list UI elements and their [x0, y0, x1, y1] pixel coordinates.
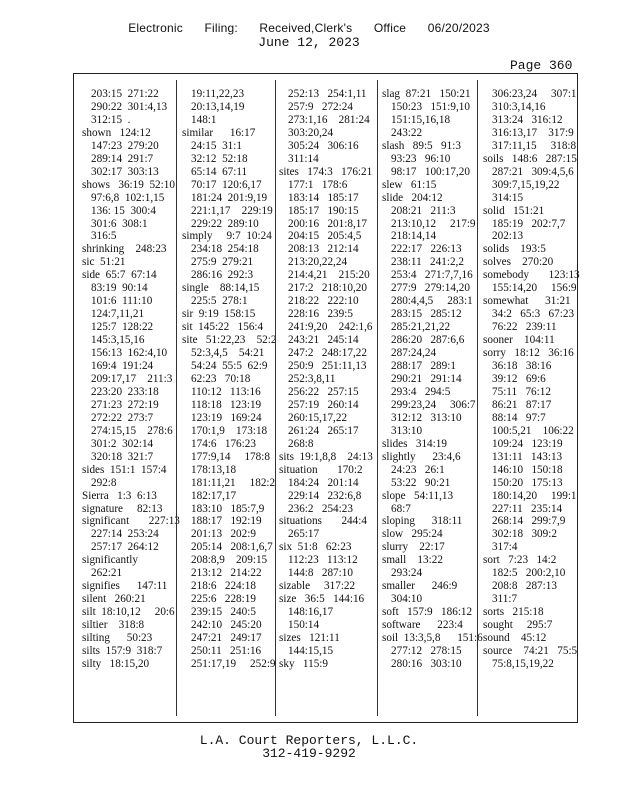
index-entry-line: source 74:21 75:5 — [483, 644, 578, 657]
index-locator-line: 182:17,17 — [191, 489, 237, 502]
index-locator-line: 252:3,8,11 — [288, 372, 336, 385]
index-locator-line: 241:9,20 242:1,6 — [288, 321, 373, 334]
index-entry-line: somebody 123:13 — [483, 269, 580, 282]
index-entry-line: slope 54:11,13 — [382, 489, 454, 502]
index-locator-line: 36:18 38:16 — [492, 360, 552, 373]
index-locator-line: 204:15 205:4,5 — [288, 230, 362, 243]
filing-part: Received,Clerk's — [259, 21, 353, 35]
index-entry-line: slew 61:15 — [382, 178, 437, 191]
index-locator-line: 214:4,21 215:20 — [288, 269, 370, 282]
index-entry-line: silting 50:23 — [82, 632, 153, 645]
index-entry-line: significant 227:13 — [82, 515, 180, 528]
index-locator-line: 243:22 — [391, 126, 423, 139]
index-locator-line: 306:23,24 307:1 — [492, 88, 577, 100]
index-locator-line: 287:24,24 — [391, 347, 437, 360]
index-locator-line: 257:19 260:14 — [288, 398, 359, 411]
index-locator-line: 208:8 287:13 — [492, 580, 557, 593]
index-locator-line: 314:15 — [492, 191, 524, 204]
index-locator-line: 286:20 287:6,6 — [391, 334, 465, 347]
column-divider — [377, 80, 378, 716]
index-entry-line: slurry 22:17 — [382, 541, 445, 554]
index-locator-line: 208:21 211:3 — [391, 204, 456, 217]
index-locator-line: 271:23 272:19 — [91, 398, 159, 411]
index-locator-line: 301:2 302:14 — [91, 437, 154, 450]
index-locator-line: 252:13 254:1,11 — [288, 88, 367, 100]
index-frame — [73, 73, 578, 723]
index-entry-line: siltier 318:8 — [82, 619, 145, 632]
filing-part: Filing: — [204, 21, 238, 35]
index-locator-line: 229:14 232:6,8 — [288, 489, 362, 502]
index-entry-line: sides 151:1 157:4 — [82, 463, 167, 476]
index-locator-line: 208:8,9 209:15 — [191, 554, 268, 567]
index-locator-line: 238:11 241:2,2 — [391, 256, 464, 269]
index-locator-line: 277:12 278:15 — [391, 644, 462, 657]
index-locator-line: 317:4 — [492, 541, 518, 554]
index-locator-line: 247:2 248:17,22 — [288, 347, 367, 360]
index-locator-line: 293:4 294:5 — [391, 385, 451, 398]
index-locator-line: 100:5,21 106:22 — [492, 424, 574, 437]
index-locator-line: 144:15,15 — [288, 644, 334, 657]
index-locator-line: 288:17 289:1 — [391, 360, 456, 373]
index-entry-line: sit 145:22 156:4 — [182, 321, 264, 334]
index-entry-line: sky 115:9 — [279, 657, 328, 670]
index-locator-line: 147:23 279:20 — [91, 139, 159, 152]
index-locator-line: 299:23,24 306:7 — [391, 398, 476, 411]
index-locator-line: 208:13 212:14 — [288, 243, 359, 256]
reporter-name: L.A. Court Reporters, L.L.C. — [199, 733, 419, 748]
index-entry-line: simply 9:7 10:24 — [182, 230, 272, 243]
index-column-2 — [182, 88, 276, 671]
index-locator-line: 75:11 76:12 — [492, 385, 551, 398]
index-locator-line: 313:10 — [391, 424, 423, 437]
index-locator-line: 247:21 249:17 — [191, 632, 262, 645]
index-locator-line: 311:14 — [288, 152, 319, 165]
index-locator-line: 185:19 202:7,7 — [492, 217, 566, 230]
index-locator-line: 118:18 123:19 — [191, 398, 262, 411]
index-locator-line: 218:6 224:18 — [191, 580, 256, 593]
index-entry-line: somewhat 31:21 — [483, 295, 571, 308]
index-locator-line: 302:18 309:2 — [492, 528, 557, 541]
index-locator-line: 110:12 113:16 — [191, 385, 261, 398]
index-locator-line: 169:4 191:24 — [91, 360, 154, 373]
index-locator-line: 239:15 240:5 — [191, 606, 256, 619]
index-locator-line: 200:16 201:8,17 — [288, 217, 367, 230]
index-locator-line: 146:10 150:18 — [492, 463, 563, 476]
index-entry-line: sic 51:21 — [82, 256, 126, 269]
index-locator-line: 86:21 87:17 — [492, 398, 552, 411]
index-entry-line: shown 124:12 — [82, 126, 151, 139]
index-locator-line: 20:13,14,19 — [191, 100, 245, 113]
index-locator-line: 250:11 251:16 — [191, 644, 262, 657]
index-locator-line: 148:16,17 — [288, 606, 334, 619]
index-locator-line: 242:10 245:20 — [191, 619, 262, 632]
index-locator-line: 309:7,15,19,22 — [492, 178, 560, 191]
index-locator-line: 221:1,17 229:19 — [191, 204, 273, 217]
index-locator-line: 257:17 264:12 — [91, 541, 159, 554]
index-locator-line: 243:21 245:14 — [288, 334, 359, 347]
index-locator-line: 181:24 201:9,19 — [191, 191, 268, 204]
index-locator-line: 188:17 192:19 — [191, 515, 262, 528]
index-locator-line: 253:4 271:7,7,16 — [391, 269, 473, 282]
index-locator-line: 88:14 97:7 — [492, 411, 546, 424]
index-locator-line: 310:3,14,16 — [492, 100, 546, 113]
filing-stamp — [0, 21, 618, 35]
index-locator-line: 68:7 — [391, 502, 411, 515]
index-entry-line: smaller 246:9 — [382, 580, 458, 593]
index-locator-line: 275:9 279:21 — [191, 256, 254, 269]
index-entry-line: shrinking 248:23 — [82, 243, 167, 256]
index-locator-line: 303:20,24 — [288, 126, 334, 139]
index-locator-line: 273:1,16 281:24 — [288, 113, 370, 126]
index-locator-line: 205:14 208:1,6,7 — [191, 541, 273, 554]
index-locator-line: 202:13 — [492, 230, 524, 243]
index-entry-line: small 13:22 — [382, 554, 443, 567]
index-locator-line: 181:11,21 182:2 — [191, 476, 276, 489]
index-locator-line: 39:12 69:6 — [492, 372, 546, 385]
index-locator-line: 52:3,4,5 54:21 — [191, 347, 265, 360]
index-locator-line: 257:9 272:24 — [288, 100, 353, 113]
index-column-1 — [82, 88, 180, 671]
index-entry-line: Sierra 1:3 6:13 — [82, 489, 157, 502]
index-entry-line: situation 170:2 — [279, 463, 363, 476]
index-locator-line: 62:23 70:18 — [191, 372, 251, 385]
index-locator-line: 260:15,17,22 — [288, 411, 348, 424]
index-locator-line: 177:1 178:6 — [288, 178, 348, 191]
filing-part: Office — [373, 21, 407, 35]
filing-part: 06/20/2023 — [427, 21, 490, 35]
index-locator-line: 234:18 254:18 — [191, 243, 259, 256]
index-entry-line: solid 151:21 — [483, 204, 545, 217]
page-number: Page 360 — [510, 58, 573, 73]
index-locator-line: 109:24 123:19 — [492, 437, 563, 450]
index-entry-line: single 88:14,15 — [182, 282, 260, 295]
index-locator-line: 317:11,15 318:8 — [492, 139, 577, 152]
index-entry-line: sort 7:23 14:2 — [483, 554, 557, 567]
index-locator-line: 183:10 185:7,9 — [191, 502, 265, 515]
index-locator-line: 293:24 — [391, 567, 423, 580]
index-locator-line: 225:5 278:1 — [191, 295, 248, 308]
index-locator-line: 290:22 301:4,13 — [91, 100, 168, 113]
index-entry-line: soil 13:3,5,8 151:6 — [382, 632, 483, 645]
index-locator-line: 70:17 120:6,17 — [191, 178, 262, 191]
index-locator-line: 156:13 162:4,10 — [91, 347, 168, 360]
index-locator-line: 272:22 273:7 — [91, 411, 154, 424]
index-locator-line: 301:6 308:1 — [91, 217, 148, 230]
index-entry-line: sought 295:7 — [483, 619, 553, 632]
index-locator-line: 53:22 90:21 — [391, 476, 451, 489]
index-locator-line: 182:5 200:2,10 — [492, 567, 566, 580]
index-entry-line: soft 157:9 186:12 — [382, 606, 473, 619]
index-locator-line: 97:6,8 102:1,15 — [91, 191, 165, 204]
index-locator-line: 316:5 — [91, 230, 117, 243]
index-entry-line: similar 16:17 — [182, 126, 256, 139]
index-locator-line: 227:11 235:14 — [492, 502, 563, 515]
index-entry-line: side 65:7 67:14 — [82, 269, 157, 282]
index-locator-line: 177:9,14 178:8 — [191, 450, 270, 463]
index-entry-line: shows 36:19 52:10 — [82, 178, 175, 191]
index-locator-line: 218:22 222:10 — [288, 295, 359, 308]
index-locator-line: 286:16 292:3 — [191, 269, 254, 282]
index-locator-line: 180:14,20 199:1 — [492, 489, 577, 502]
index-locator-line: 213:20,22,24 — [288, 256, 348, 269]
index-entry-line: silt 18:10,12 20:6 — [82, 606, 175, 619]
index-entry-line: soils 148:6 287:15 — [483, 152, 577, 165]
index-locator-line: 302:17 303:13 — [91, 165, 159, 178]
index-locator-line: 83:19 90:14 — [91, 282, 148, 295]
index-locator-line: 268:8 — [288, 437, 314, 450]
index-locator-line: 227:14 253:24 — [91, 528, 159, 541]
index-locator-line: 34:2 65:3 67:23 — [492, 308, 575, 321]
index-locator-line: 98:17 100:17,20 — [391, 165, 470, 178]
index-locator-line: 223:20 233:18 — [91, 385, 159, 398]
index-locator-line: 313:24 316:12 — [492, 113, 563, 126]
index-locator-line: 268:14 299:7,9 — [492, 515, 566, 528]
index-locator-line: 65:14 67:11 — [191, 165, 248, 178]
index-locator-line: 256:22 257:15 — [288, 385, 359, 398]
index-column-5 — [483, 88, 580, 671]
index-locator-line: 184:24 201:14 — [288, 476, 359, 489]
index-locator-line: 185:17 190:15 — [288, 204, 359, 217]
index-locator-line: 123:19 169:24 — [191, 411, 262, 424]
index-entry-line: six 51:8 62:23 — [279, 541, 352, 554]
index-locator-line: 203:15 271:22 — [91, 88, 159, 100]
index-locator-line: 170:1,9 173:18 — [191, 424, 268, 437]
index-entry-line: sorry 18:12 36:16 — [483, 347, 574, 360]
index-entry-line: sizable 317:22 — [279, 580, 356, 593]
index-entry-line: sorts 215:18 — [483, 606, 544, 619]
index-locator-line: 304:10 — [391, 593, 423, 606]
index-locator-line: 213:10,12 217:9 — [391, 217, 476, 230]
filing-part: Electronic — [128, 21, 183, 35]
index-locator-line: 150:20 175:13 — [492, 476, 563, 489]
index-entry-line: sits 19:1,8,8 24:13 — [279, 450, 373, 463]
index-locator-line: 209:17,17 211:3 — [91, 372, 173, 385]
index-locator-line: 312:15 . — [91, 113, 131, 126]
index-locator-line: 251:17,19 252:9 — [191, 657, 276, 670]
index-entry-line: slag 87:21 150:21 — [382, 88, 471, 100]
index-locator-line: 148:1 — [191, 113, 217, 126]
index-locator-line: 289:14 291:7 — [91, 152, 154, 165]
index-locator-line: 320:18 321:7 — [91, 450, 154, 463]
index-locator-line: 201:13 202:9 — [191, 528, 256, 541]
index-locator-line: 150:14 — [288, 619, 320, 632]
index-locator-line: 136: 15 300:4 — [91, 204, 156, 217]
index-locator-line: 24:23 26:1 — [391, 463, 445, 476]
column-divider — [176, 80, 177, 716]
index-locator-line: 174:6 176:23 — [191, 437, 256, 450]
index-locator-line: 262:21 — [91, 567, 123, 580]
column-divider — [275, 80, 276, 716]
index-entry-line: slow 295:24 — [382, 528, 443, 541]
index-entry-line: solves 270:20 — [483, 256, 554, 269]
index-entry-line: slide 204:12 — [382, 191, 443, 204]
index-locator-line: 228:16 239:5 — [288, 308, 353, 321]
index-locator-line: 145:3,15,16 — [91, 334, 145, 347]
index-locator-line: 265:17 — [288, 528, 320, 541]
index-locator-line: 213:12 214:22 — [191, 567, 262, 580]
index-entry-line: site 51:22,23 52:2 — [182, 334, 277, 347]
index-locator-line: 112:23 113:12 — [288, 554, 358, 567]
index-entry-line: sloping 318:11 — [382, 515, 463, 528]
index-locator-line: 292:8 — [91, 476, 117, 489]
index-locator-line: 93:23 96:10 — [391, 152, 451, 165]
index-entry-line: software 223:4 — [382, 619, 463, 632]
index-locator-line: 316:13,17 317:9 — [492, 126, 574, 139]
index-locator-line: 75:8,15,19,22 — [492, 657, 554, 670]
index-entry-line: sizes 121:11 — [279, 632, 340, 645]
index-locator-line: 225:6 228:19 — [191, 593, 256, 606]
index-locator-line: 76:22 239:11 — [492, 321, 557, 334]
index-entry-line: sites 174:3 176:21 — [279, 165, 373, 178]
index-locator-line: 218:14,14 — [391, 230, 437, 243]
document-date: June 12, 2023 — [258, 35, 360, 50]
index-entry-line: sound 45:12 — [483, 632, 547, 645]
index-locator-line: 124:7,11,21 — [91, 308, 145, 321]
index-locator-line: 144:8 287:10 — [288, 567, 353, 580]
index-column-3 — [279, 88, 373, 671]
index-entry-line: silent 260:21 — [82, 593, 146, 606]
index-entry-line: signature 82:13 — [82, 502, 163, 515]
index-locator-line: 250:9 251:11,13 — [288, 360, 367, 373]
index-locator-line: 155:14,20 156:9 — [492, 282, 577, 295]
index-locator-line: 280:16 303:10 — [391, 657, 462, 670]
index-entry-line: sir 9:19 158:15 — [182, 308, 256, 321]
index-entry-line: silty 18:15,20 — [82, 657, 150, 670]
index-entry-line: significantly — [82, 554, 138, 567]
index-locator-line: 217:2 218:10,20 — [288, 282, 367, 295]
index-locator-line: 151:15,16,18 — [391, 113, 451, 126]
index-locator-line: 125:7 128:22 — [91, 321, 154, 334]
index-column-4 — [382, 88, 483, 671]
index-locator-line: 150:23 151:9,10 — [391, 100, 470, 113]
column-divider — [477, 80, 478, 716]
index-entry-line: sooner 104:11 — [483, 334, 555, 347]
index-locator-line: 183:14 185:17 — [288, 191, 359, 204]
index-locator-line: 305:24 306:16 — [288, 139, 359, 152]
index-locator-line: 280:4,4,5 283:1 — [391, 295, 473, 308]
index-locator-line: 277:9 279:14,20 — [391, 282, 470, 295]
index-locator-line: 283:15 285:12 — [391, 308, 462, 321]
index-entry-line: situations 244:4 — [279, 515, 367, 528]
index-locator-line: 178:13,18 — [191, 463, 237, 476]
index-locator-line: 101:6 111:10 — [91, 295, 153, 308]
index-locator-line: 24:15 31:1 — [191, 139, 242, 152]
index-locator-line: 290:21 291:14 — [391, 372, 462, 385]
index-entry-line: slash 89:5 91:3 — [382, 139, 461, 152]
index-locator-line: 229:22 289:10 — [191, 217, 259, 230]
index-locator-line: 19:11,22,23 — [191, 88, 245, 100]
index-locator-line: 261:24 265:17 — [288, 424, 359, 437]
index-locator-line: 285:21,21,22 — [391, 321, 451, 334]
index-entry-line: signifies 147:11 — [82, 580, 168, 593]
index-locator-line: 222:17 226:13 — [391, 243, 462, 256]
index-locator-line: 274:15,15 278:6 — [91, 424, 173, 437]
index-locator-line: 236:2 254:23 — [288, 502, 353, 515]
index-locator-line: 311:7 — [492, 593, 518, 606]
index-entry-line: slightly 23:4,6 — [382, 450, 461, 463]
reporter-phone: 312-419-9292 — [262, 746, 356, 761]
index-entry-line: slides 314:19 — [382, 437, 447, 450]
index-locator-line: 287:21 309:4,5,6 — [492, 165, 574, 178]
index-entry-line: silts 157:9 318:7 — [82, 644, 163, 657]
index-locator-line: 312:12 313:10 — [391, 411, 462, 424]
index-locator-line: 131:11 143:13 — [492, 450, 563, 463]
index-entry-line: size 36:5 144:16 — [279, 593, 365, 606]
index-locator-line: 54:24 55:5 62:9 — [191, 360, 268, 373]
index-locator-line: 32:12 52:18 — [191, 152, 248, 165]
index-entry-line: solids 193:5 — [483, 243, 546, 256]
